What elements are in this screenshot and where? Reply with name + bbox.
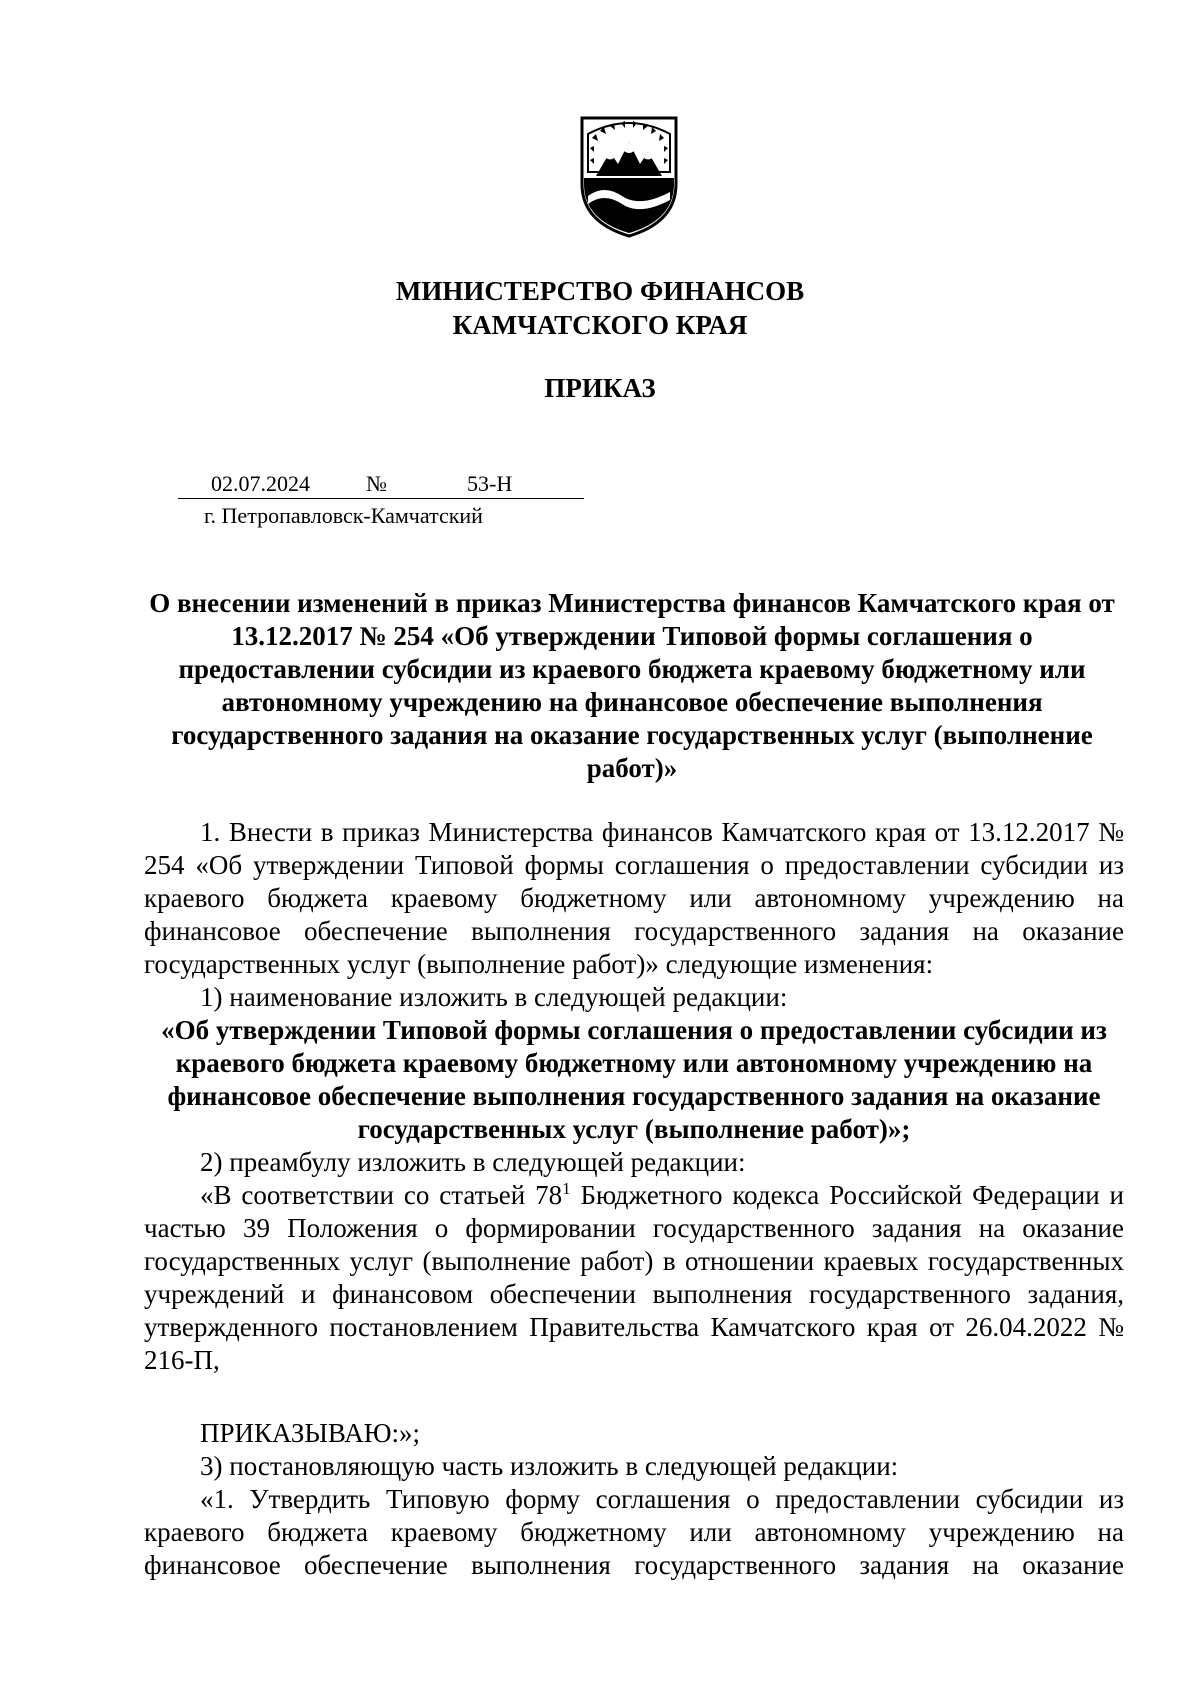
paragraph-order-word: ПРИКАЗЫВАЮ:»; bbox=[200, 1418, 420, 1448]
ministry-name-line2: КАМЧАТСКОГО КРАЯ bbox=[452, 310, 748, 340]
paragraph-4: 3) постановляющую часть изложить в следующей редакции: bbox=[200, 1451, 899, 1481]
article-superscript: 1 bbox=[562, 1179, 571, 1198]
preamble-text-start: «В соответствии со статьей 78 bbox=[200, 1180, 563, 1210]
city-name: г. Петропавловск-Камчатский bbox=[204, 503, 483, 528]
paragraph-1: 1. Внести в приказ Министерства финансов Камчатского края от 13.12.2017 № 254 «Об утверждении Типовой формы соглашения о предоставлении субсидии из краевого бюджета краевому бюджетному или автономному учреждению на финансовое обеспечение выполнения государственного задания на оказание государственных услуг (выполнение работ)» следующие изменения: bbox=[144, 817, 1124, 979]
order-date: 02.07.2024 bbox=[211, 471, 310, 496]
preamble-text-end: Бюджетного кодекса Российской Федерации и частью 39 Положения о формировании государственного задания на оказание государственных услуг (выполнение работ) в отношении краевых государственных учреждений и финансовом обеспечении выполнения государственного задания, утвержденного постановлением Правительства Камчатского края от 26.04.2022 № 216-П, bbox=[144, 1180, 1125, 1375]
paragraph-new-name: «Об утверждении Типовой формы соглашения о предоставлении субсидии из краевого бюджета краевому бюджетному или автономному учреждению на финансовое обеспечение выполнения государственного задания на оказание государственных услуг (выполнение работ)»; bbox=[161, 1015, 1107, 1144]
paragraph-operative: «1. Утвердить Типовую форму соглашения о предоставлении субсидии из краевого бюджета краевому бюджетному или автономному учреждению на финансовое обеспечение выполнения государственного задания на оказание bbox=[144, 1484, 1124, 1580]
order-meta-line bbox=[178, 470, 584, 499]
document-heading: О внесении изменений в приказ Министерства финансов Камчатского края от 13.12.2017 № 254 «Об утверждении Типовой формы соглашения о предоставлении субсидии из краевого бюджета краевому бюджетному или автономному учреждению на финансовое обеспечение выполнения государственного задания на оказание государственных услуг (выполнение работ)» bbox=[149, 588, 1115, 783]
number-sign: № bbox=[366, 471, 387, 496]
paragraph-gap bbox=[144, 1377, 1124, 1417]
kamchatka-coat-of-arms-icon bbox=[578, 114, 680, 240]
ministry-name-line1: МИНИСТЕРСТВО ФИНАНСОВ bbox=[395, 276, 805, 306]
document-body bbox=[144, 816, 1124, 1582]
paragraph-preamble bbox=[144, 1179, 1124, 1377]
paragraph-3: 2) преамбулу изложить в следующей редакции: bbox=[200, 1147, 746, 1177]
paragraph-2: 1) наименование изложить в следующей редакции: bbox=[200, 982, 788, 1012]
document-type: ПРИКАЗ bbox=[544, 373, 656, 403]
order-number: 53-Н bbox=[467, 471, 513, 496]
